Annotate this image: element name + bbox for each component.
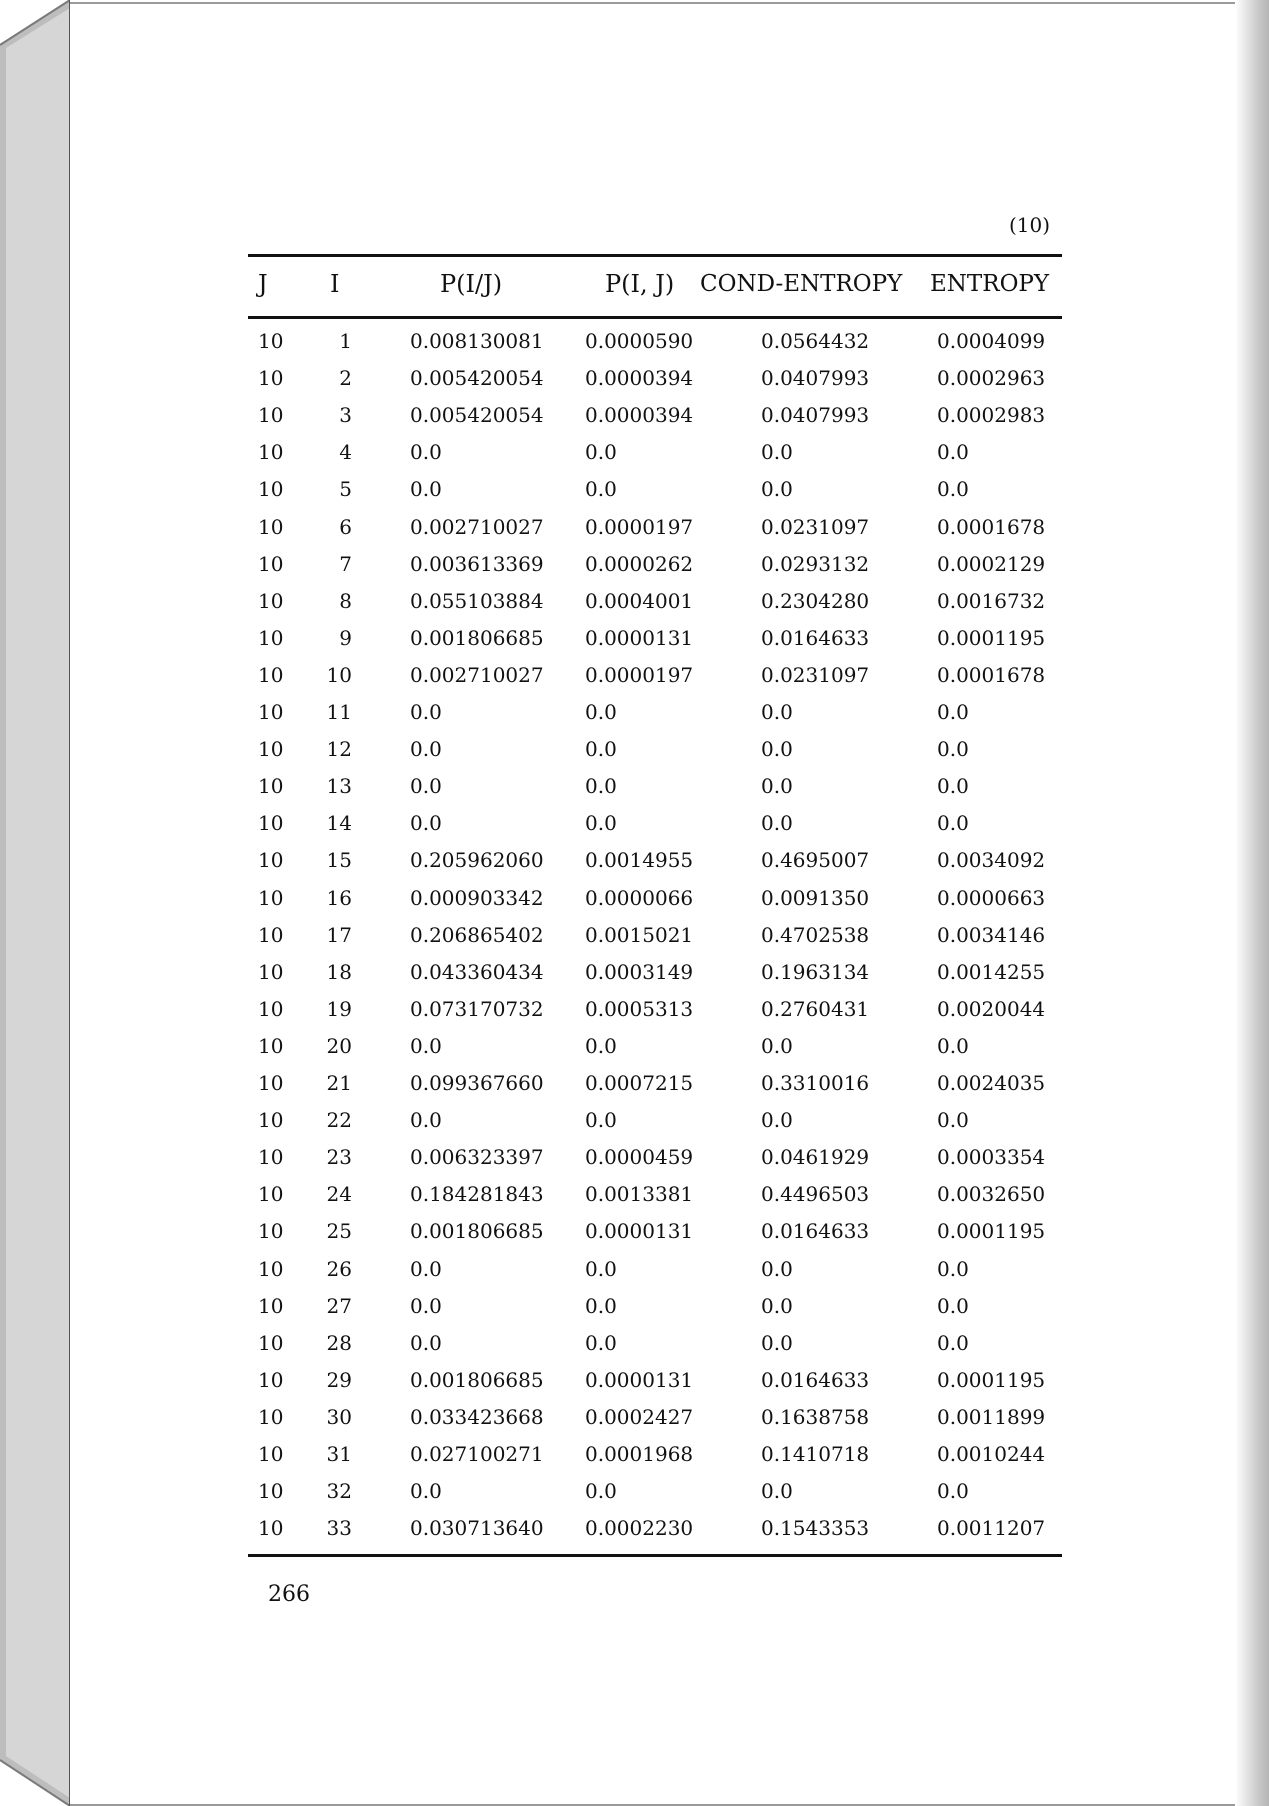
cell-p-i-given-j: 0.099367660 <box>410 1071 544 1095</box>
cell-i: 3 <box>339 403 352 428</box>
cell-j: 10 <box>258 1367 284 1392</box>
cell-cond-entropy: 0.0164633 <box>761 1367 870 1392</box>
cell-p-i-j: 0.0000394 <box>585 403 694 428</box>
cell-i: 29 <box>326 1367 352 1392</box>
cell-j: 10 <box>258 1108 284 1133</box>
page-number: 266 <box>268 1582 310 1607</box>
cell-i: 13 <box>326 774 352 799</box>
cell-entropy: 0.0010244 <box>937 1442 1046 1466</box>
book-spine <box>0 0 70 1806</box>
cell-i: 7 <box>339 551 352 576</box>
cell-p-i-given-j: 0.0 <box>410 1108 442 1133</box>
cell-entropy: 0.0 <box>937 811 969 836</box>
cell-cond-entropy: 0.1638758 <box>761 1404 870 1429</box>
cell-p-i-j: 0.0 <box>585 477 617 502</box>
cell-j: 10 <box>258 1330 284 1355</box>
cell-entropy: 0.0020044 <box>937 996 1046 1021</box>
cell-cond-entropy: 0.0564432 <box>761 329 870 353</box>
cell-entropy: 0.0 <box>937 774 969 799</box>
cell-j: 10 <box>258 1293 284 1318</box>
cell-i: 32 <box>326 1479 352 1504</box>
cell-p-i-j: 0.0 <box>585 1256 617 1281</box>
cell-entropy: 0.0016732 <box>937 588 1046 613</box>
cell-p-i-given-j: 0.0 <box>410 1033 442 1058</box>
cell-p-i-given-j: 0.043360434 <box>410 959 544 984</box>
cell-j: 10 <box>258 1516 284 1541</box>
cell-p-i-j: 0.0015021 <box>585 922 694 947</box>
cell-j: 10 <box>258 403 284 428</box>
cell-p-i-j: 0.0 <box>585 440 617 465</box>
cell-entropy: 0.0004099 <box>937 329 1046 353</box>
cell-j: 10 <box>258 1033 284 1058</box>
cell-cond-entropy: 0.0091350 <box>761 885 870 910</box>
cell-i: 4 <box>339 440 352 465</box>
cell-p-i-given-j: 0.205962060 <box>410 848 544 873</box>
cell-j: 10 <box>258 514 284 539</box>
table-bottom-rule <box>248 1554 1062 1557</box>
table-top-rule <box>248 254 1062 257</box>
cell-p-i-j: 0.0002427 <box>585 1404 694 1429</box>
header-i: I <box>330 270 340 298</box>
cell-i: 33 <box>326 1516 352 1541</box>
cell-p-i-j: 0.0 <box>585 1293 617 1318</box>
cell-p-i-given-j: 0.008130081 <box>410 329 544 353</box>
cell-j: 10 <box>258 329 284 353</box>
cell-entropy: 0.0 <box>937 737 969 762</box>
cell-cond-entropy: 0.0 <box>761 737 793 762</box>
cell-j: 10 <box>258 1145 284 1170</box>
cell-cond-entropy: 0.0 <box>761 811 793 836</box>
cell-p-i-j: 0.0000262 <box>585 551 694 576</box>
cell-cond-entropy: 0.2304280 <box>761 588 870 613</box>
cell-i: 1 <box>339 329 352 353</box>
cell-i: 6 <box>339 514 352 539</box>
cell-entropy: 0.0 <box>937 1108 969 1133</box>
cell-entropy: 0.0 <box>937 700 969 724</box>
cell-i: 14 <box>326 811 352 836</box>
cell-p-i-j: 0.0 <box>585 811 617 836</box>
cell-p-i-given-j: 0.0 <box>410 1330 442 1355</box>
cell-p-i-j: 0.0000131 <box>585 1219 694 1244</box>
cell-j: 10 <box>258 848 284 873</box>
cell-entropy: 0.0001195 <box>937 1367 1046 1392</box>
cell-i: 26 <box>326 1256 352 1281</box>
cell-p-i-given-j: 0.073170732 <box>410 996 544 1021</box>
cell-cond-entropy: 0.0164633 <box>761 1219 870 1244</box>
cell-cond-entropy: 0.0 <box>761 477 793 502</box>
cell-p-i-given-j: 0.0 <box>410 774 442 799</box>
cell-p-i-j: 0.0 <box>585 700 617 724</box>
cell-p-i-given-j: 0.006323397 <box>410 1145 544 1170</box>
cell-entropy: 0.0034092 <box>937 848 1046 873</box>
cell-p-i-j: 0.0000394 <box>585 366 694 391</box>
cell-p-i-j: 0.0 <box>585 1033 617 1058</box>
cell-p-i-given-j: 0.206865402 <box>410 922 544 947</box>
cell-cond-entropy: 0.0 <box>761 440 793 465</box>
cell-i: 19 <box>326 996 352 1021</box>
cell-i: 21 <box>326 1071 352 1095</box>
cell-p-i-j: 0.0000131 <box>585 1367 694 1392</box>
cell-i: 12 <box>326 737 352 762</box>
cell-cond-entropy: 0.0231097 <box>761 514 870 539</box>
cell-cond-entropy: 0.3310016 <box>761 1071 870 1095</box>
cell-entropy: 0.0001195 <box>937 1219 1046 1244</box>
cell-entropy: 0.0000663 <box>937 885 1046 910</box>
cell-cond-entropy: 0.0 <box>761 1293 793 1318</box>
cell-p-i-j: 0.0 <box>585 1479 617 1504</box>
header-p-i-given-j: P(I/J) <box>440 270 503 298</box>
cell-j: 10 <box>258 700 284 724</box>
cell-i: 22 <box>326 1108 352 1133</box>
cell-p-i-j: 0.0 <box>585 737 617 762</box>
cell-p-i-j: 0.0013381 <box>585 1182 694 1207</box>
cell-i: 2 <box>339 366 352 391</box>
cell-entropy: 0.0001678 <box>937 514 1046 539</box>
cell-p-i-given-j: 0.001806685 <box>410 1367 544 1392</box>
cell-i: 16 <box>326 885 352 910</box>
cell-p-i-j: 0.0005313 <box>585 996 694 1021</box>
cell-cond-entropy: 0.0 <box>761 1256 793 1281</box>
cell-entropy: 0.0011207 <box>937 1516 1046 1541</box>
cell-cond-entropy: 0.0 <box>761 1330 793 1355</box>
cell-cond-entropy: 0.0 <box>761 1033 793 1058</box>
cell-p-i-j: 0.0004001 <box>585 588 694 613</box>
cell-entropy: 0.0032650 <box>937 1182 1046 1207</box>
cell-p-i-j: 0.0003149 <box>585 959 694 984</box>
cell-j: 10 <box>258 1071 284 1095</box>
cell-p-i-j: 0.0000066 <box>585 885 694 910</box>
cell-p-i-given-j: 0.002710027 <box>410 514 544 539</box>
cell-i: 9 <box>339 625 352 650</box>
cell-j: 10 <box>258 1479 284 1504</box>
cell-j: 10 <box>258 996 284 1021</box>
cell-j: 10 <box>258 959 284 984</box>
cell-p-i-j: 0.0000459 <box>585 1145 694 1170</box>
cell-entropy: 0.0 <box>937 1479 969 1504</box>
cell-j: 10 <box>258 1404 284 1429</box>
cell-p-i-given-j: 0.0 <box>410 1293 442 1318</box>
cell-i: 15 <box>326 848 352 873</box>
cell-cond-entropy: 0.0 <box>761 774 793 799</box>
cell-p-i-given-j: 0.030713640 <box>410 1516 544 1541</box>
cell-entropy: 0.0003354 <box>937 1145 1046 1170</box>
cell-p-i-given-j: 0.0 <box>410 1256 442 1281</box>
cell-cond-entropy: 0.1410718 <box>761 1442 870 1466</box>
cell-p-i-given-j: 0.005420054 <box>410 403 544 428</box>
cell-p-i-j: 0.0000197 <box>585 514 694 539</box>
cell-entropy: 0.0002983 <box>937 403 1046 428</box>
cell-i: 17 <box>326 922 352 947</box>
table-number: (10) <box>1008 213 1050 237</box>
table-header-rule <box>248 316 1062 319</box>
cell-j: 10 <box>258 366 284 391</box>
cell-cond-entropy: 0.4695007 <box>761 848 870 873</box>
cell-i: 11 <box>326 700 352 724</box>
cell-p-i-given-j: 0.027100271 <box>410 1442 544 1466</box>
cell-p-i-given-j: 0.033423668 <box>410 1404 544 1429</box>
cell-cond-entropy: 0.0 <box>761 1108 793 1133</box>
cell-i: 31 <box>326 1442 352 1466</box>
cell-p-i-given-j: 0.0 <box>410 1479 442 1504</box>
cell-p-i-given-j: 0.184281843 <box>410 1182 544 1207</box>
cell-p-i-given-j: 0.000903342 <box>410 885 544 910</box>
cell-p-i-given-j: 0.0 <box>410 737 442 762</box>
cell-cond-entropy: 0.1543353 <box>761 1516 870 1541</box>
cell-p-i-j: 0.0000131 <box>585 625 694 650</box>
cell-i: 8 <box>339 588 352 613</box>
cell-entropy: 0.0 <box>937 1033 969 1058</box>
cell-p-i-j: 0.0000590 <box>585 329 694 353</box>
header-p-i-j: P(I, J) <box>605 270 675 298</box>
cell-j: 10 <box>258 1256 284 1281</box>
cell-p-i-given-j: 0.001806685 <box>410 625 544 650</box>
cell-cond-entropy: 0.0231097 <box>761 662 870 687</box>
cell-j: 10 <box>258 662 284 687</box>
cell-entropy: 0.0002129 <box>937 551 1046 576</box>
cell-i: 25 <box>326 1219 352 1244</box>
cell-entropy: 0.0 <box>937 1293 969 1318</box>
cell-p-i-given-j: 0.0 <box>410 477 442 502</box>
cell-j: 10 <box>258 440 284 465</box>
cell-j: 10 <box>258 1442 284 1466</box>
cell-j: 10 <box>258 477 284 502</box>
cell-p-i-given-j: 0.0 <box>410 440 442 465</box>
cell-p-i-given-j: 0.055103884 <box>410 588 544 613</box>
cell-entropy: 0.0011899 <box>937 1404 1046 1429</box>
cell-j: 10 <box>258 922 284 947</box>
header-j: J <box>258 270 268 298</box>
cell-cond-entropy: 0.0293132 <box>761 551 870 576</box>
cell-p-i-given-j: 0.002710027 <box>410 662 544 687</box>
cell-cond-entropy: 0.0461929 <box>761 1145 870 1170</box>
cell-p-i-given-j: 0.001806685 <box>410 1219 544 1244</box>
cell-p-i-given-j: 0.003613369 <box>410 551 544 576</box>
cell-entropy: 0.0002963 <box>937 366 1046 391</box>
cell-entropy: 0.0 <box>937 477 969 502</box>
cell-entropy: 0.0001195 <box>937 625 1046 650</box>
page-edge-shadow <box>1235 0 1269 1806</box>
cell-entropy: 0.0034146 <box>937 922 1046 947</box>
cell-p-i-j: 0.0 <box>585 774 617 799</box>
header-entropy: ENTROPY <box>930 271 1050 297</box>
cell-cond-entropy: 0.4496503 <box>761 1182 870 1207</box>
cell-j: 10 <box>258 588 284 613</box>
cell-entropy: 0.0024035 <box>937 1071 1046 1095</box>
cell-cond-entropy: 0.0407993 <box>761 403 870 428</box>
cell-cond-entropy: 0.0164633 <box>761 625 870 650</box>
cell-cond-entropy: 0.0407993 <box>761 366 870 391</box>
cell-entropy: 0.0 <box>937 1256 969 1281</box>
header-cond-entropy: COND-ENTROPY <box>700 271 903 297</box>
cell-p-i-j: 0.0 <box>585 1108 617 1133</box>
cell-entropy: 0.0 <box>937 440 969 465</box>
cell-i: 28 <box>326 1330 352 1355</box>
cell-j: 10 <box>258 811 284 836</box>
cell-p-i-j: 0.0002230 <box>585 1516 694 1541</box>
cell-cond-entropy: 0.4702538 <box>761 922 870 947</box>
cell-j: 10 <box>258 625 284 650</box>
cell-i: 20 <box>326 1033 352 1058</box>
cell-p-i-j: 0.0 <box>585 1330 617 1355</box>
cell-j: 10 <box>258 1182 284 1207</box>
cell-p-i-j: 0.0001968 <box>585 1442 694 1466</box>
cell-j: 10 <box>258 551 284 576</box>
cell-i: 18 <box>326 959 352 984</box>
cell-entropy: 0.0 <box>937 1330 969 1355</box>
cell-cond-entropy: 0.2760431 <box>761 996 870 1021</box>
cell-i: 24 <box>326 1182 352 1207</box>
cell-i: 30 <box>326 1404 352 1429</box>
cell-j: 10 <box>258 885 284 910</box>
cell-entropy: 0.0001678 <box>937 662 1046 687</box>
cell-cond-entropy: 0.0 <box>761 1479 793 1504</box>
cell-p-i-given-j: 0.0 <box>410 811 442 836</box>
cell-p-i-given-j: 0.005420054 <box>410 366 544 391</box>
cell-p-i-given-j: 0.0 <box>410 700 442 724</box>
cell-j: 10 <box>258 1219 284 1244</box>
cell-cond-entropy: 0.1963134 <box>761 959 870 984</box>
cell-j: 10 <box>258 774 284 799</box>
cell-j: 10 <box>258 737 284 762</box>
cell-i: 27 <box>326 1293 352 1318</box>
cell-p-i-j: 0.0000197 <box>585 662 694 687</box>
cell-i: 10 <box>326 662 352 687</box>
cell-i: 23 <box>326 1145 352 1170</box>
cell-entropy: 0.0014255 <box>937 959 1046 984</box>
cell-cond-entropy: 0.0 <box>761 700 793 724</box>
cell-i: 5 <box>339 477 352 502</box>
cell-p-i-j: 0.0007215 <box>585 1071 694 1095</box>
cell-p-i-j: 0.0014955 <box>585 848 694 873</box>
